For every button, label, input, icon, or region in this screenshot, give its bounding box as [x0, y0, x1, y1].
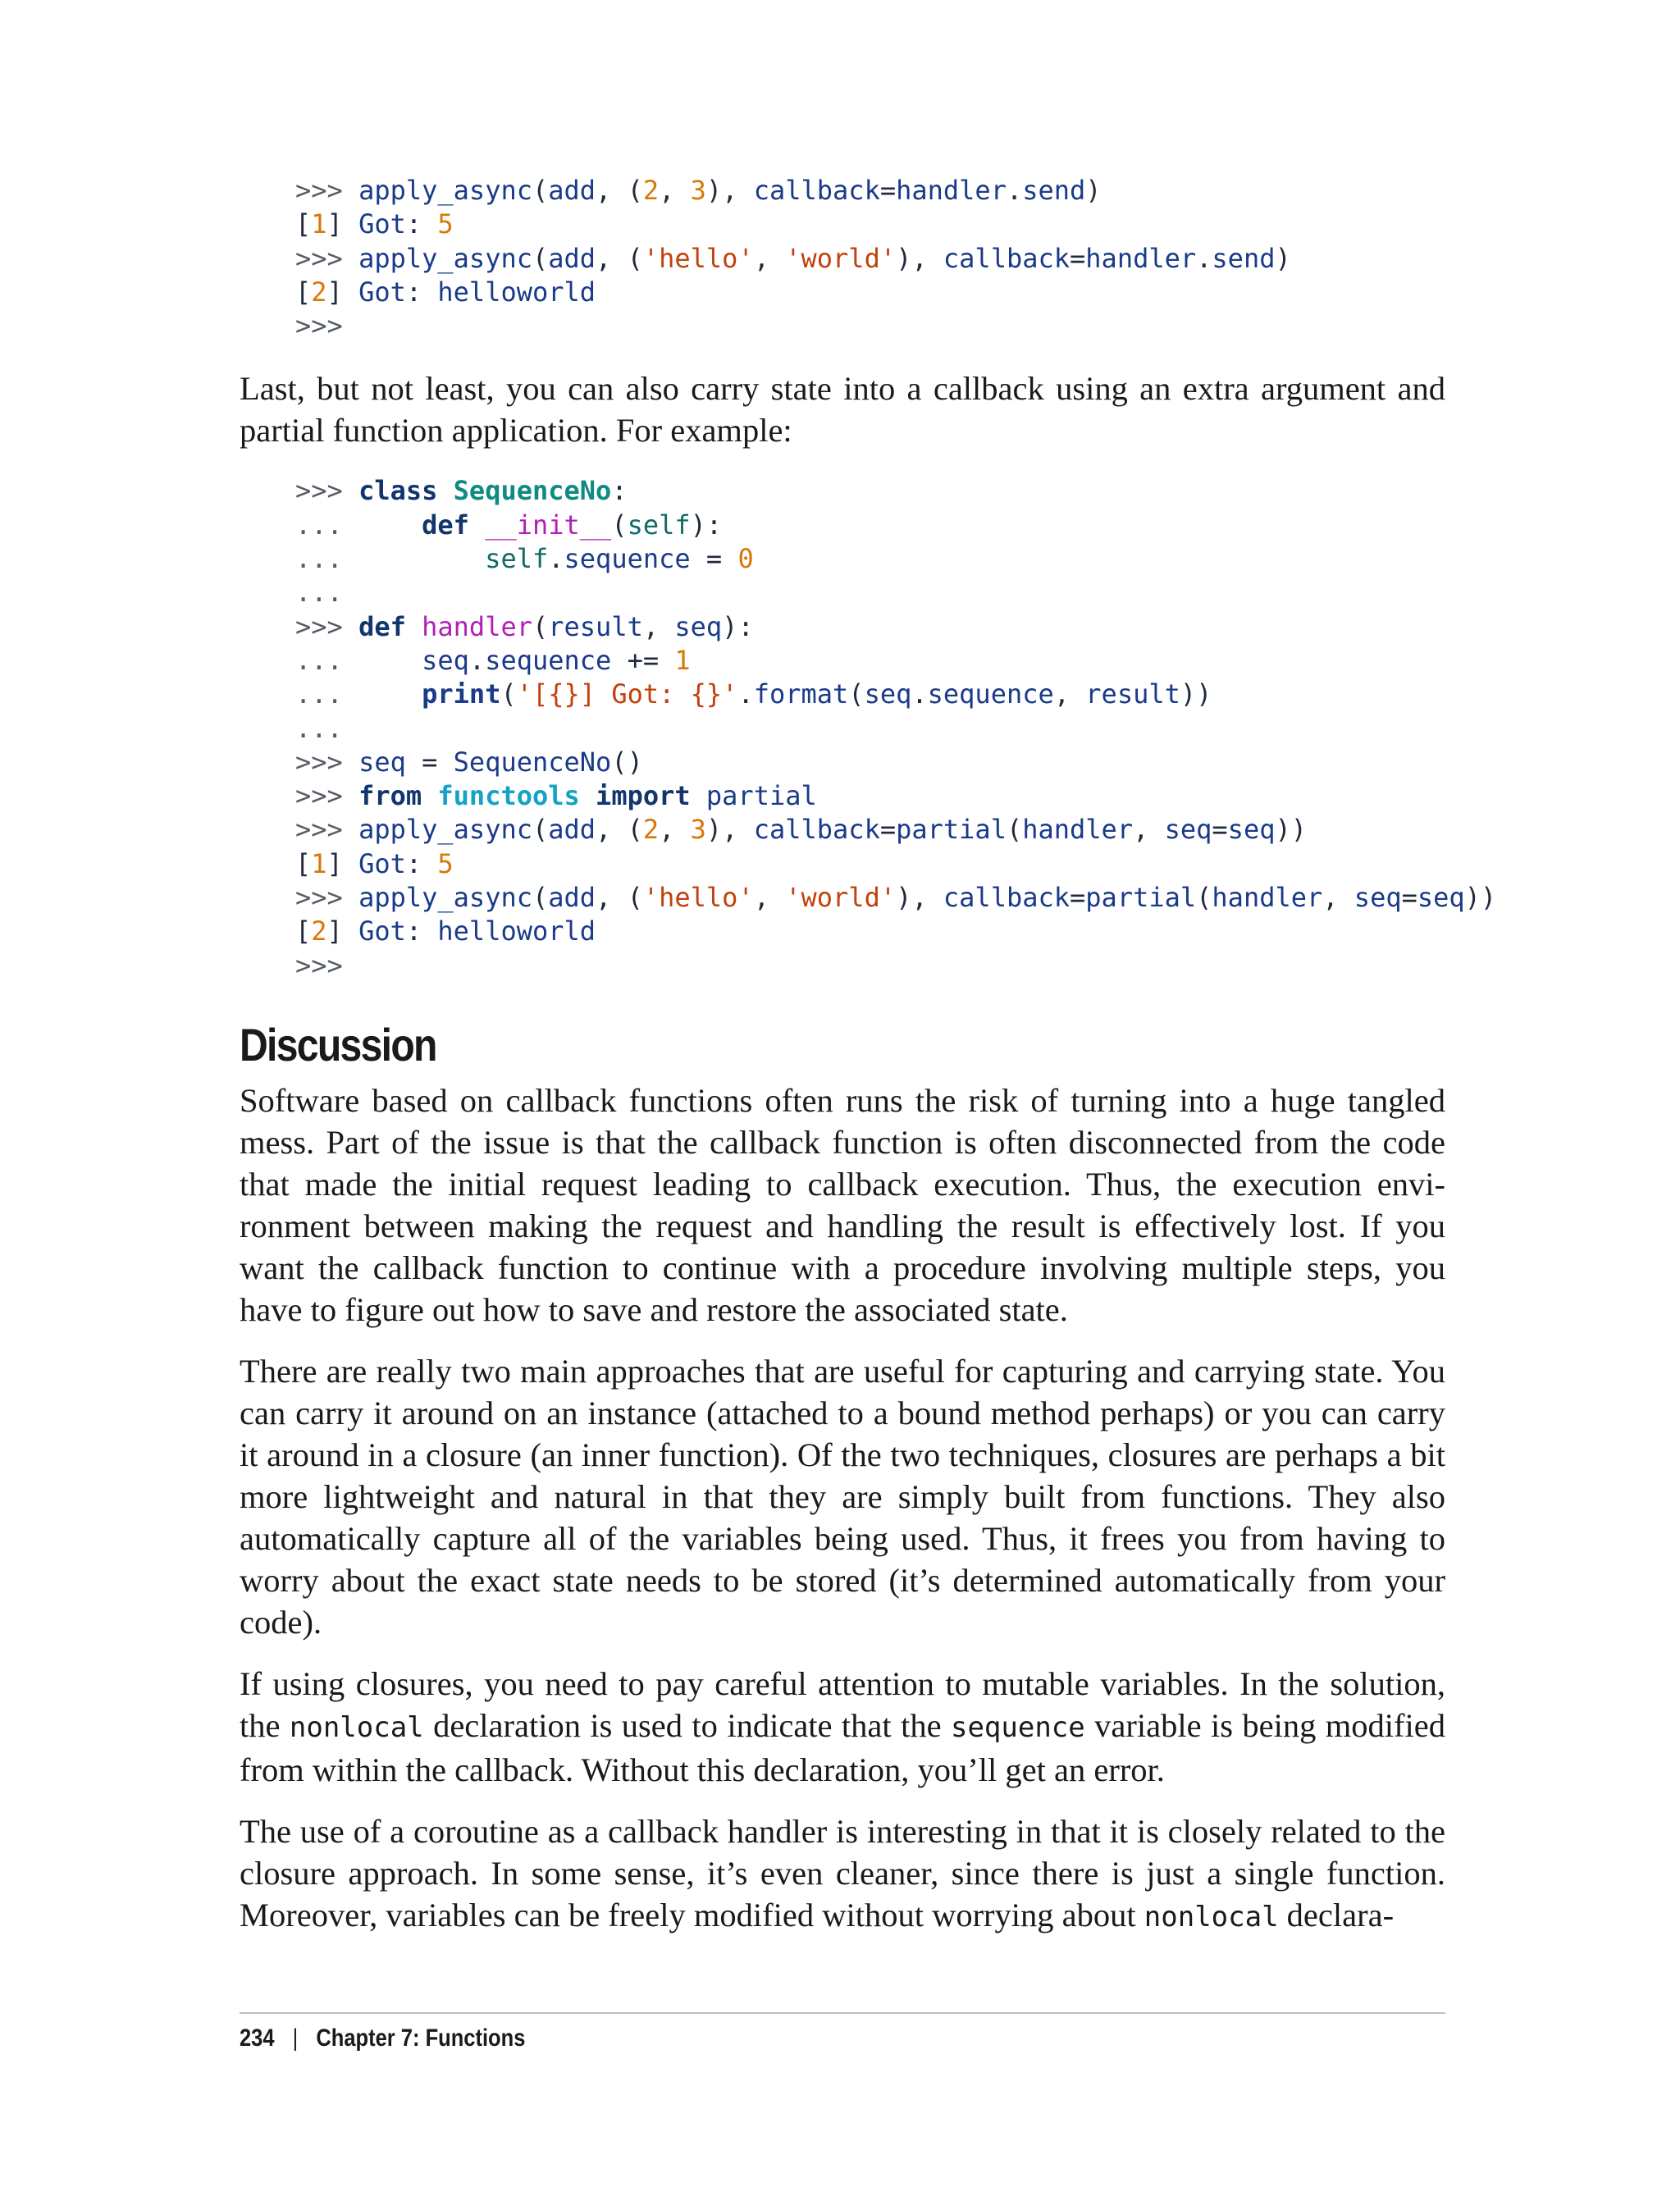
paragraph-coroutine	[240, 1810, 1445, 1938]
page-number: 234	[240, 2025, 275, 2052]
code-line: >>>	[295, 310, 343, 342]
page-content	[240, 174, 1497, 1958]
code-line: [1] Got: 5	[295, 208, 454, 240]
code-line: >>>	[295, 949, 343, 981]
code-line: >>> from functools import partial	[295, 780, 817, 812]
text-run: declaration is used to indicate that the	[423, 1706, 951, 1744]
code-line: ...	[295, 577, 343, 609]
code-line: [2] Got: helloworld	[295, 915, 596, 947]
code-line: >>> apply_async(add, ('hello', 'world'), callback=handler.send)	[295, 242, 1291, 274]
paragraph-two-approaches: There are really two main approaches that are useful for capturing and carrying state. You can carry it around on an instance (attached to a bound method perhaps) or you can carry it around in a closure (an inner function). Of the two techniques, closures are perhaps a bit more lightweight and natural in that they are simply built from functions. They also automatically capture all of the variables being used. Thus, it frees you from having to worry about the exact state needs to be stored (it’s determined automatically from your code).	[240, 1352, 1445, 1641]
text-run: declara-	[1278, 1896, 1395, 1933]
code-line: ... print('[{}] Got: {}'.format(seq.sequence, result))	[295, 678, 1212, 710]
footer-separator: |	[292, 2025, 299, 2052]
code-line: >>> apply_async(add, ('hello', 'world'), callback=partial(handler, seq=seq))	[295, 882, 1497, 914]
code-line: >>> apply_async(add, (2, 3), callback=handler.send)	[295, 175, 1102, 206]
page-footer	[240, 2025, 525, 2052]
code-line: [2] Got: helloworld	[295, 276, 596, 308]
text-run: The use of a coroutine as a callback handler is interesting in that it is closely related to the closure approach. In some sense, it’s even cleaner, since there is just a single function. Moreover, variables can be freely modified without worrying about	[240, 1812, 1445, 1933]
code-line: >>> apply_async(add, (2, 3), callback=partial(handler, seq=seq))	[295, 814, 1307, 846]
inline-code-nonlocal: nonlocal	[289, 1710, 424, 1744]
intro-paragraph: Last, but not least, you can also carry state into a callback using an extra argument and partial function application. For example:	[240, 370, 1445, 450]
code-line: ... def __init__(self):	[295, 509, 723, 541]
code-line: [1] Got: 5	[295, 847, 454, 879]
inline-code-nonlocal: nonlocal	[1144, 1900, 1279, 1933]
text-run: variable is being modified from within the callback. Without this declaration, you’ll get an error.	[240, 1706, 1445, 1788]
code-line: >>> seq = SequenceNo()	[295, 746, 643, 778]
code-line: ... seq.sequence += 1	[295, 644, 691, 676]
code-line: ... self.sequence = 0	[295, 543, 754, 575]
code-block-async-send	[295, 174, 1445, 343]
paragraph-callback-risk: Software based on callback functions often runs the risk of turning into a huge tangled mess. Part of the issue is that the callback function is often disconnected from the code that made the initial request leading to callback execution. Thus, the execution environment between making the request and handling the result is effectively lost. If you want the callback function to continue with a procedure involving multiple steps, you have to figure out how to save and restore the associated state.	[240, 1081, 1445, 1328]
code-line: >>> def handler(result, seq):	[295, 610, 754, 642]
inline-code-sequence: sequence	[950, 1710, 1085, 1744]
footer-rule	[240, 2012, 1445, 2014]
code-block-partial	[295, 474, 1497, 982]
text-run: If using closures, you need to pay careful attention to mutable variables. In the solution, the	[240, 1664, 1445, 1744]
code-line: >>> class SequenceNo:	[295, 475, 628, 507]
code-line: ...	[295, 712, 343, 744]
chapter-title: Chapter 7: Functions	[316, 2025, 526, 2052]
section-heading: Discussion	[240, 1018, 436, 1071]
paragraph-closures	[240, 1663, 1445, 1791]
